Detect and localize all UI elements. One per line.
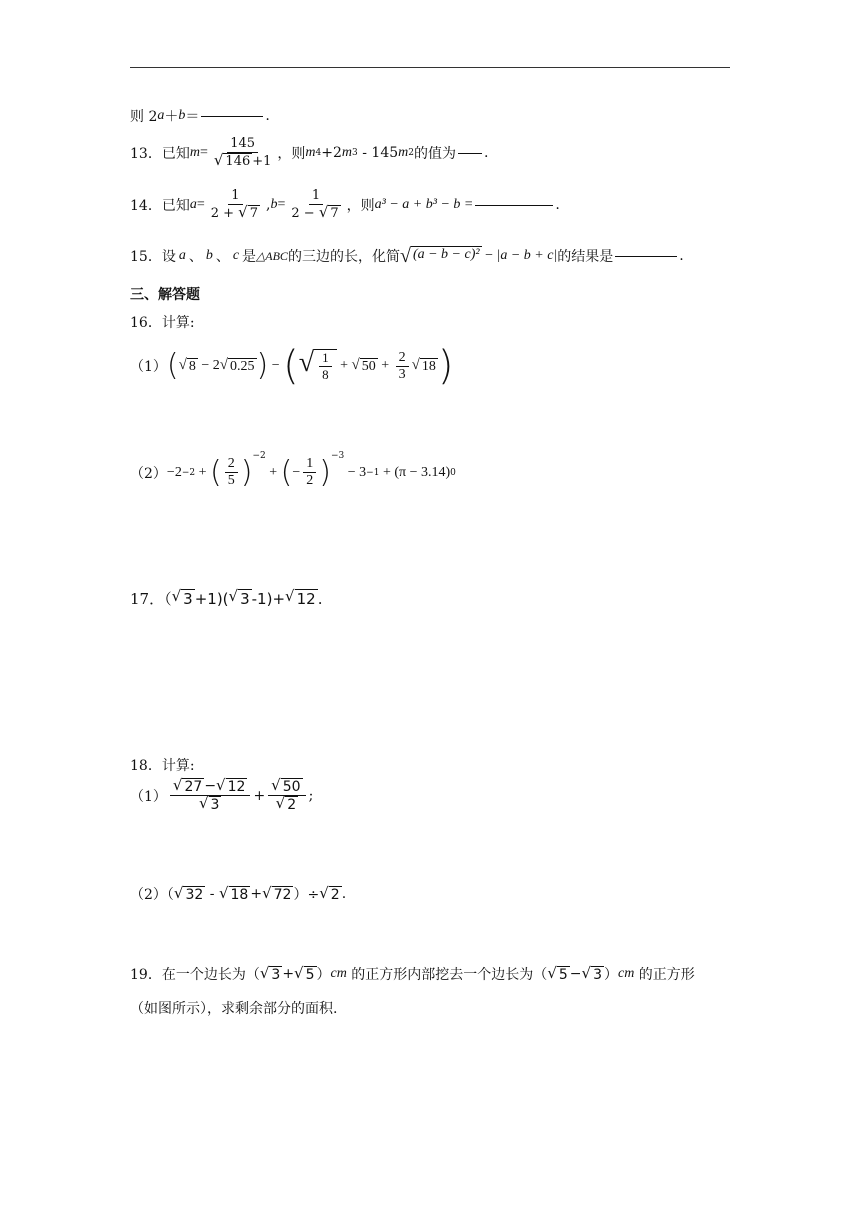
section-heading: 三、解答题 bbox=[130, 287, 200, 303]
q16-p1-label: （1） bbox=[130, 359, 167, 375]
q14-f1-num: 1 bbox=[228, 188, 242, 205]
q16-p1-f1d: 8 bbox=[322, 367, 329, 382]
q13-radicand: 146 bbox=[225, 154, 251, 169]
q19-text-c: 的正方形内部挖去一个边长为（ bbox=[346, 967, 548, 983]
q19-unit2: cm bbox=[618, 966, 635, 981]
q16-p1-rparen: ) bbox=[256, 348, 269, 383]
q18-part2: （2）（ √ 32 - √ 18 + √ 72 ）÷ √ 2 . bbox=[130, 883, 347, 903]
q19-rad4: 3 bbox=[593, 966, 603, 983]
q16-p2-fd: 5 bbox=[227, 473, 235, 488]
question-13: 13．已知 m = 145 √ 146 +1 ，则 m 4 +2 m 3 - 145 m 2 的值为 . bbox=[130, 136, 489, 169]
q15-sep1: 、 bbox=[188, 249, 203, 265]
q14-end: . bbox=[555, 197, 560, 213]
q19-text-b: ） bbox=[316, 967, 331, 983]
q16-p1-lparen2: ( bbox=[283, 343, 299, 389]
q18-p1-d: 3 bbox=[210, 797, 220, 813]
q18-p1-frac2: √ 50 √ 2 bbox=[268, 778, 305, 813]
q12-var-a: a bbox=[157, 108, 165, 123]
q16-p1-rad-d: 50 bbox=[361, 358, 376, 374]
q13-m2: m bbox=[341, 145, 353, 160]
q14-f2-num: 1 bbox=[309, 188, 323, 205]
q16-p2-minus: − 3 bbox=[344, 464, 367, 480]
q16-p2-a: −2 bbox=[166, 464, 182, 480]
question-15 bbox=[130, 246, 684, 266]
q12-answer-blank[interactable] bbox=[201, 115, 263, 117]
q14-var-b: b bbox=[270, 197, 278, 212]
q19-rad3: 5 bbox=[558, 966, 568, 983]
q16-p1-rad-e: 18 bbox=[421, 358, 436, 374]
q15-minus: − bbox=[481, 248, 497, 263]
q16-p2-plus2: + bbox=[265, 464, 281, 480]
q12-prefix: 则 2 bbox=[130, 109, 158, 125]
q13-m3: m bbox=[398, 145, 409, 160]
q16-part2: （2） −2 −2 + ( $\frac{2}{5}$ ) −2 + ( − $\frac{1}{2}$ ) −3 − 3 −1 + (π − 3.14) 0 bbox=[130, 451, 456, 490]
question-14 bbox=[130, 188, 560, 222]
q18-p1-d2: 2 bbox=[287, 797, 297, 813]
q18-p2-plus: + bbox=[250, 886, 263, 902]
q13-fraction bbox=[211, 136, 275, 170]
question-17: 17．（ √ 3 +1)( √ 3 -1)+ √ 12 . bbox=[130, 587, 323, 608]
q12-eq: ＝ bbox=[185, 109, 200, 125]
q13-mid1: +2 bbox=[321, 145, 342, 161]
q19-text-e: 的正方形 bbox=[634, 967, 695, 983]
q12-tail bbox=[130, 106, 270, 126]
q14-f1-den-text: 2 + bbox=[210, 206, 239, 221]
q15-triangle: △ABC bbox=[256, 248, 288, 263]
q16-p2-plus3: + bbox=[379, 464, 395, 480]
q16-p2-neg: − bbox=[292, 464, 301, 480]
q14-fraction-2 bbox=[288, 188, 343, 222]
q17-label: 17．（ bbox=[130, 590, 172, 608]
q13-den-rest: +1 bbox=[252, 154, 272, 169]
q19-rad1: 3 bbox=[271, 966, 281, 983]
q16-p1-rparen2: ) bbox=[437, 343, 454, 389]
q19-minus: − bbox=[569, 966, 582, 982]
q17-minus: -1)+ bbox=[251, 589, 286, 608]
q16-p1-plus1: + bbox=[336, 358, 352, 373]
q18-p1-plus: + bbox=[253, 787, 266, 804]
q16-p2-label: （2） bbox=[130, 465, 167, 482]
q18-p2-label: （2）（ bbox=[130, 887, 174, 903]
q16-p2-gn: 1 bbox=[303, 456, 316, 473]
q16-p1-lparen: ( bbox=[166, 348, 179, 383]
q13-frac-num: 145 bbox=[227, 136, 258, 153]
q14-f2-radicand: 7 bbox=[330, 206, 339, 221]
q16-p2-fn: 2 bbox=[225, 456, 238, 473]
q15-end: . bbox=[679, 248, 684, 264]
q19-plus: + bbox=[282, 966, 295, 982]
q17-end: . bbox=[317, 589, 323, 608]
q18-p2-rad-d: 2 bbox=[330, 886, 340, 903]
q16-p1-rad-c: 0.25 bbox=[230, 358, 255, 374]
q16-p1-plus2: + bbox=[377, 358, 393, 373]
q16-p1-minus: − bbox=[268, 358, 284, 373]
q15-radical: √ (a − b − c)² bbox=[399, 245, 480, 267]
q16-p1-f2d: 3 bbox=[398, 366, 406, 382]
q17-rad1: 3 bbox=[183, 590, 193, 608]
q12-plus: ＋ bbox=[164, 109, 179, 125]
q19-rad2: 5 bbox=[305, 966, 315, 983]
q14-expression: a³ − a + b³ − b = bbox=[374, 197, 474, 212]
q13-m1: m bbox=[305, 145, 316, 160]
q13-var-m: m bbox=[189, 145, 200, 160]
q18-p1-frac1: √ 27 − √ 12 √ 3 bbox=[170, 778, 251, 813]
q14-answer-blank[interactable] bbox=[475, 204, 553, 206]
q18-p1-label: （1） bbox=[130, 788, 167, 805]
question-19-line1: 19．在一个边长为（ √ 3 + √ 5 ） cm 的正方形内部挖去一个边长为（ √ 5 − √ 3 ） cm 的正方形 bbox=[130, 963, 695, 983]
q14-comma: , bbox=[266, 197, 271, 213]
q16-p2-plus1: + bbox=[195, 464, 211, 480]
q19-text-d: ） bbox=[604, 967, 619, 983]
q15-radicand: (a − b − c)² bbox=[411, 246, 482, 266]
q18-part1 bbox=[130, 778, 313, 813]
q17-rad3: 12 bbox=[296, 590, 316, 608]
q18-p2-div: ）÷ bbox=[293, 887, 320, 903]
q18-p2-rad-c: 72 bbox=[273, 886, 292, 903]
q15-answer-blank[interactable] bbox=[615, 255, 677, 257]
q16-title: 16．计算: bbox=[130, 315, 195, 331]
q15-var-c: c bbox=[232, 248, 240, 263]
q14-f2-den: 2 − √ 7 bbox=[291, 203, 339, 221]
q13-label: 13．已知 bbox=[130, 146, 190, 162]
q18-p1-nm: − bbox=[204, 778, 217, 794]
q15-mid: 的三边的长，化简 bbox=[287, 249, 400, 265]
header-rule bbox=[130, 67, 730, 68]
q18-p1-end: ; bbox=[308, 787, 314, 804]
q14-f2-den-text: 2 − bbox=[291, 206, 319, 221]
q13-answer-blank[interactable] bbox=[458, 152, 482, 154]
q18-p2-end: . bbox=[341, 886, 347, 902]
q16-p2-gd: 2 bbox=[306, 473, 314, 488]
question-19-line2: （如图所示），求剩余部分的面积. bbox=[130, 1001, 338, 1017]
q19-unit1: cm bbox=[330, 966, 347, 981]
q16-p2-pi: (π − 3.14) bbox=[394, 464, 451, 480]
q16-p1-b: − 2 bbox=[197, 358, 220, 373]
q16-p1-f2n: 2 bbox=[396, 350, 409, 367]
q13-tail: 的值为 bbox=[414, 146, 456, 162]
q14-then: ，则 bbox=[346, 198, 375, 214]
q18-title: 18．计算: bbox=[130, 758, 195, 774]
q13-eq: = bbox=[199, 145, 208, 160]
q18-p2-rad-b: 18 bbox=[230, 886, 249, 903]
q16-p2-lparen2: ( bbox=[280, 454, 293, 490]
q16-part1: （1） ( √ 8 − 2 √ 0.25 ) − ( √ $\frac{1}{8}$ + √ 50 + $\frac{2}{3}$ √ 18 ) bbox=[130, 343, 454, 389]
q18-p2-minus: - bbox=[205, 886, 219, 902]
q15-abs: |a − b + c| bbox=[496, 248, 558, 263]
q13-frac-den: √ 146 +1 bbox=[213, 151, 272, 169]
q13-end: . bbox=[484, 145, 489, 161]
q16-p2-lparen1: ( bbox=[210, 454, 222, 490]
q15-label: 15．设 bbox=[130, 249, 176, 265]
q15-sep2: 、 bbox=[215, 249, 230, 265]
q15-tail: 的结果是 bbox=[557, 249, 614, 265]
q14-var-a: a bbox=[189, 197, 197, 212]
q16-p1-rad-a: 8 bbox=[188, 358, 196, 374]
q18-p2-rad-a: 32 bbox=[185, 886, 204, 903]
q19-text-a: 19．在一个边长为（ bbox=[130, 967, 260, 983]
q14-label: 14．已知 bbox=[130, 198, 190, 214]
q14-f1-radicand: 7 bbox=[249, 206, 259, 221]
q15-is: 是 bbox=[242, 249, 257, 265]
q14-f1-den: 2 + √ 7 bbox=[210, 203, 259, 221]
q16-p2-rparen1: ) bbox=[240, 454, 253, 490]
q18-p1-n2: 12 bbox=[227, 779, 246, 795]
q15-var-a: a bbox=[178, 248, 186, 263]
q18-p1-n3: 50 bbox=[282, 779, 301, 795]
q14-eq2: = bbox=[277, 197, 286, 212]
q13-mid2: - 145 bbox=[357, 145, 399, 161]
q12-var-b: b bbox=[178, 108, 186, 123]
q13-then: ，则 bbox=[277, 146, 306, 162]
q17-plus1: +1)( bbox=[194, 589, 229, 608]
q16-p2-rparen2: ) bbox=[319, 454, 331, 490]
q14-fraction-1 bbox=[208, 188, 263, 222]
q18-p1-n1: 27 bbox=[184, 779, 203, 795]
q17-rad2: 3 bbox=[240, 590, 250, 608]
q15-var-b: b bbox=[205, 248, 213, 263]
q12-end: . bbox=[265, 108, 270, 124]
q14-eq: = bbox=[196, 197, 205, 212]
q16-p1-f1n: 1 bbox=[319, 350, 332, 367]
